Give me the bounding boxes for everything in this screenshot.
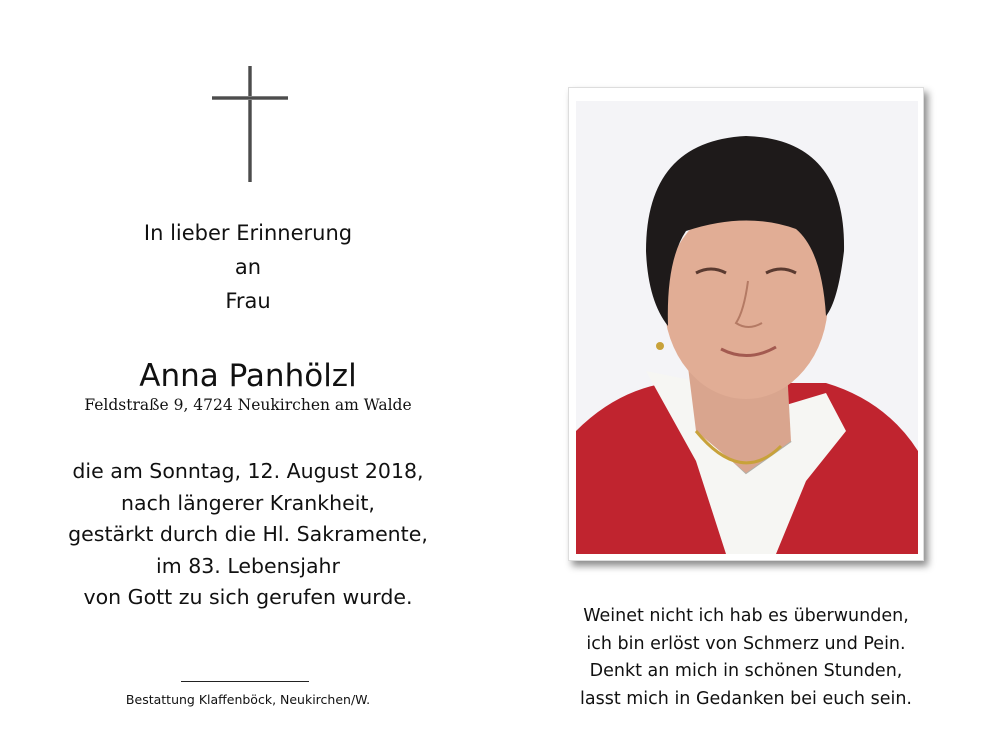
- message-line: nach längerer Krankheit,: [121, 490, 375, 515]
- divider-line: [181, 681, 309, 682]
- message-line: die am Sonntag, 12. August 2018,: [72, 459, 424, 483]
- intro-line: Frau: [225, 289, 271, 313]
- poem-line: ich bin erlöst von Schmerz und Pein.: [586, 633, 906, 654]
- poem: [540, 603, 952, 713]
- portrait-photo: [576, 101, 918, 554]
- memorial-message: [48, 456, 448, 614]
- undertaker-credit: Bestattung Klaffenböck, Neukirchen/W.: [125, 692, 371, 707]
- message-line: gestärkt durch die Hl. Sakramente,: [68, 522, 428, 546]
- deceased-address: Feldstraße 9, 4724 Neukirchen am Walde: [84, 396, 412, 414]
- cross-icon: [212, 66, 288, 182]
- intro-line: an: [234, 255, 262, 279]
- poem-line: lasst mich in Gedanken bei euch sein.: [580, 688, 912, 709]
- intro-line: In lieber Erinnerung: [143, 221, 353, 245]
- poem-line: Weinet nicht ich hab es überwunden,: [583, 606, 909, 626]
- poem-line: Denkt an mich in schönen Stunden,: [589, 661, 903, 681]
- message-line: im 83. Lebensjahr: [156, 553, 340, 578]
- intro-text: [48, 216, 448, 318]
- photo-frame: [568, 87, 924, 561]
- deceased-name: Anna Panhölzl: [139, 358, 357, 394]
- message-line: von Gott zu sich gerufen wurde.: [83, 585, 413, 609]
